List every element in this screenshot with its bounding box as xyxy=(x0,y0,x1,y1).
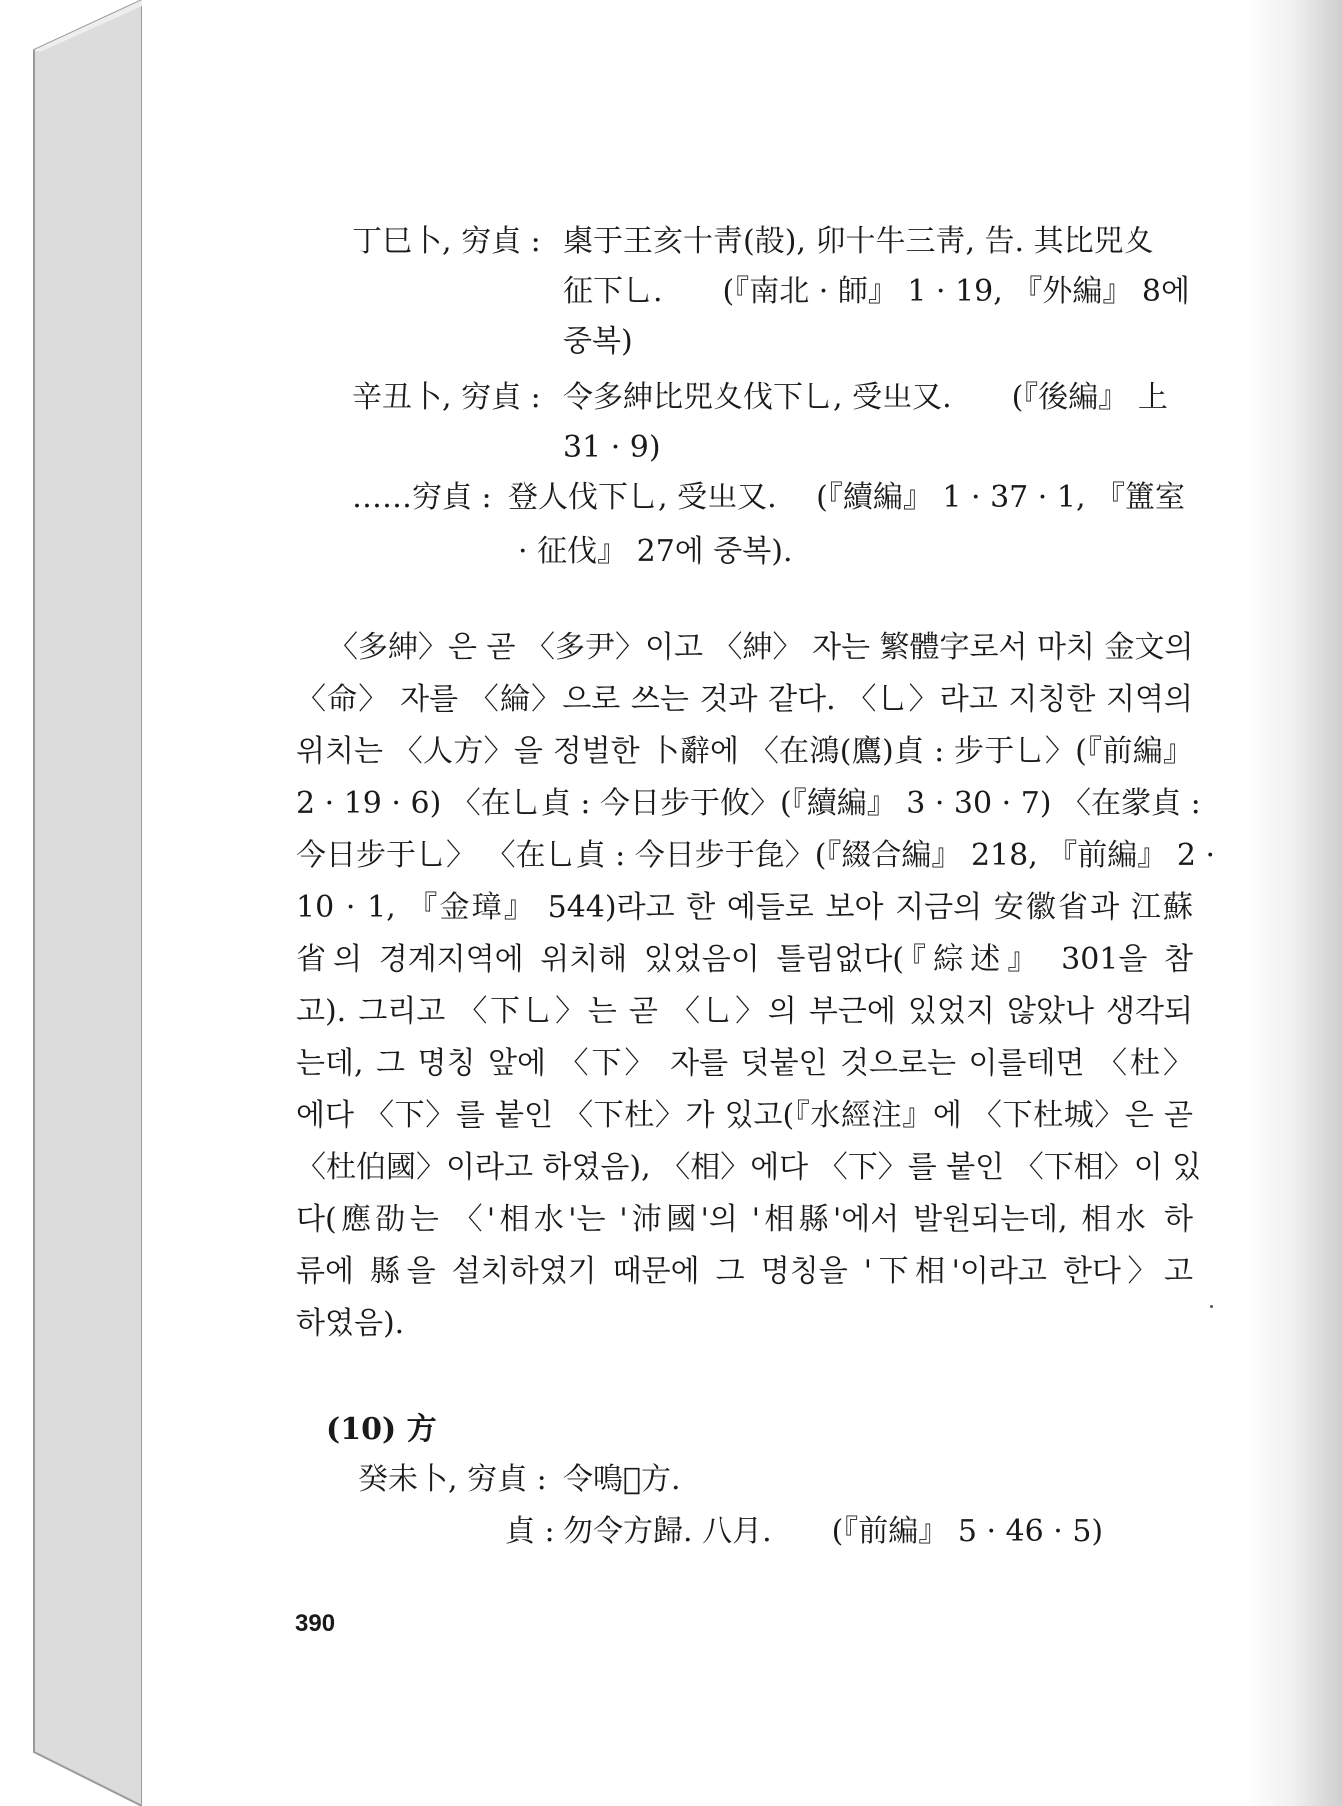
paragraph-line: 省의 경계지역에 위치해 있었음이 틀림없다(『綜述』 301을 참 xyxy=(296,942,1193,977)
section-entry-1-label: 癸未卜, 穷貞 : xyxy=(358,1462,547,1497)
paragraph-line: 류에 縣을 설치하였기 때문에 그 명칭을 '下相'이라고 한다〉고 xyxy=(296,1254,1193,1289)
paragraph-line: 에다 〈下〉를 붙인 〈下杜〉가 있고(『水經注』에 〈下杜城〉은 곧 xyxy=(296,1098,1193,1133)
section-entry-1-text: 令鳴𡦣方. xyxy=(563,1462,681,1497)
inscription-1-line-1: 㮚于王亥十靑(㱿), 卯十牛三靑, 告. 其比兕夊 xyxy=(563,224,1154,259)
paragraph-line: 〈命〉 자를 〈綸〉으로 쓰는 것과 같다. 〈乚〉라고 지칭한 지역의 xyxy=(296,682,1193,717)
section-entry-2-text: 勿令方歸. 八月. (『前編』 5 · 46 · 5) xyxy=(563,1514,1104,1549)
paragraph-line: 2 · 19 · 6) 〈在乚貞 : 今日步于攸〉(『續編』 3 · 30 · 7) 〈在䝉貞 : xyxy=(296,786,1201,821)
page-number: 390 xyxy=(295,1610,336,1637)
inscription-3-line-1: 登人伐下乚, 受㞢又. (『續編』 1 · 37 · 1, 『簠室 xyxy=(508,480,1186,515)
inscription-3-line-2: · 征伐』 27에 중복). xyxy=(518,534,793,569)
inscription-1-line-2: 征下乚. (『南北 · 師』 1 · 19, 『外編』 8에 xyxy=(563,274,1190,309)
inscription-2-line-1: 令多紳比兕夊伐下乚, 受㞢又. (『後編』 上 xyxy=(563,380,1168,415)
section-heading: (10) 方 xyxy=(326,1412,437,1447)
inscription-2-label: 辛丑卜, 穷貞 : xyxy=(352,380,541,415)
inscription-2-line-2: 31 · 9) xyxy=(563,430,661,465)
paragraph-line: 10 · 1, 『金璋』 544)라고 한 예들로 보아 지금의 安徽省과 江蘇 xyxy=(296,890,1193,925)
inscription-3-label: ……穷貞 : xyxy=(352,480,492,515)
paragraph-line: 〈多紳〉은 곧 〈多尹〉이고 〈紳〉 자는 繁體字로서 마치 金文의 xyxy=(328,630,1194,665)
inscription-1-line-3: 중복) xyxy=(563,324,633,359)
paragraph-line: 今日步于乚〉 〈在乚貞 : 今日步于㲋〉(『綴合編』 218, 『前編』 2 · xyxy=(296,838,1215,873)
section-entry-2-label: 貞 : xyxy=(505,1514,555,1549)
paragraph-line: 위치는 〈人方〉을 정벌한 卜辭에 〈在鴻(鷹)貞 : 步于乚〉(『前編』 xyxy=(296,734,1193,769)
inscription-1-label: 丁巳卜, 穷貞 : xyxy=(352,224,541,259)
paragraph-line: 는데, 그 명칭 앞에 〈下〉 자를 덧붙인 것으로는 이를테면 〈杜〉 xyxy=(296,1046,1193,1081)
speck xyxy=(1210,1305,1213,1308)
paragraph-line: 고). 그리고 〈下乚〉는 곧 〈乚〉의 부근에 있었지 않았나 생각되 xyxy=(296,994,1193,1029)
paragraph-line: 〈杜伯國〉이라고 하였음), 〈相〉에다 〈下〉를 붙인 〈下相〉이 있 xyxy=(296,1150,1202,1185)
paragraph-line: 다(應劭는 〈'相水'는 '沛國'의 '相縣'에서 발원되는데, 相水 하 xyxy=(296,1202,1193,1237)
book-spine xyxy=(0,0,150,1806)
paragraph-line: 하였음). xyxy=(296,1306,405,1341)
